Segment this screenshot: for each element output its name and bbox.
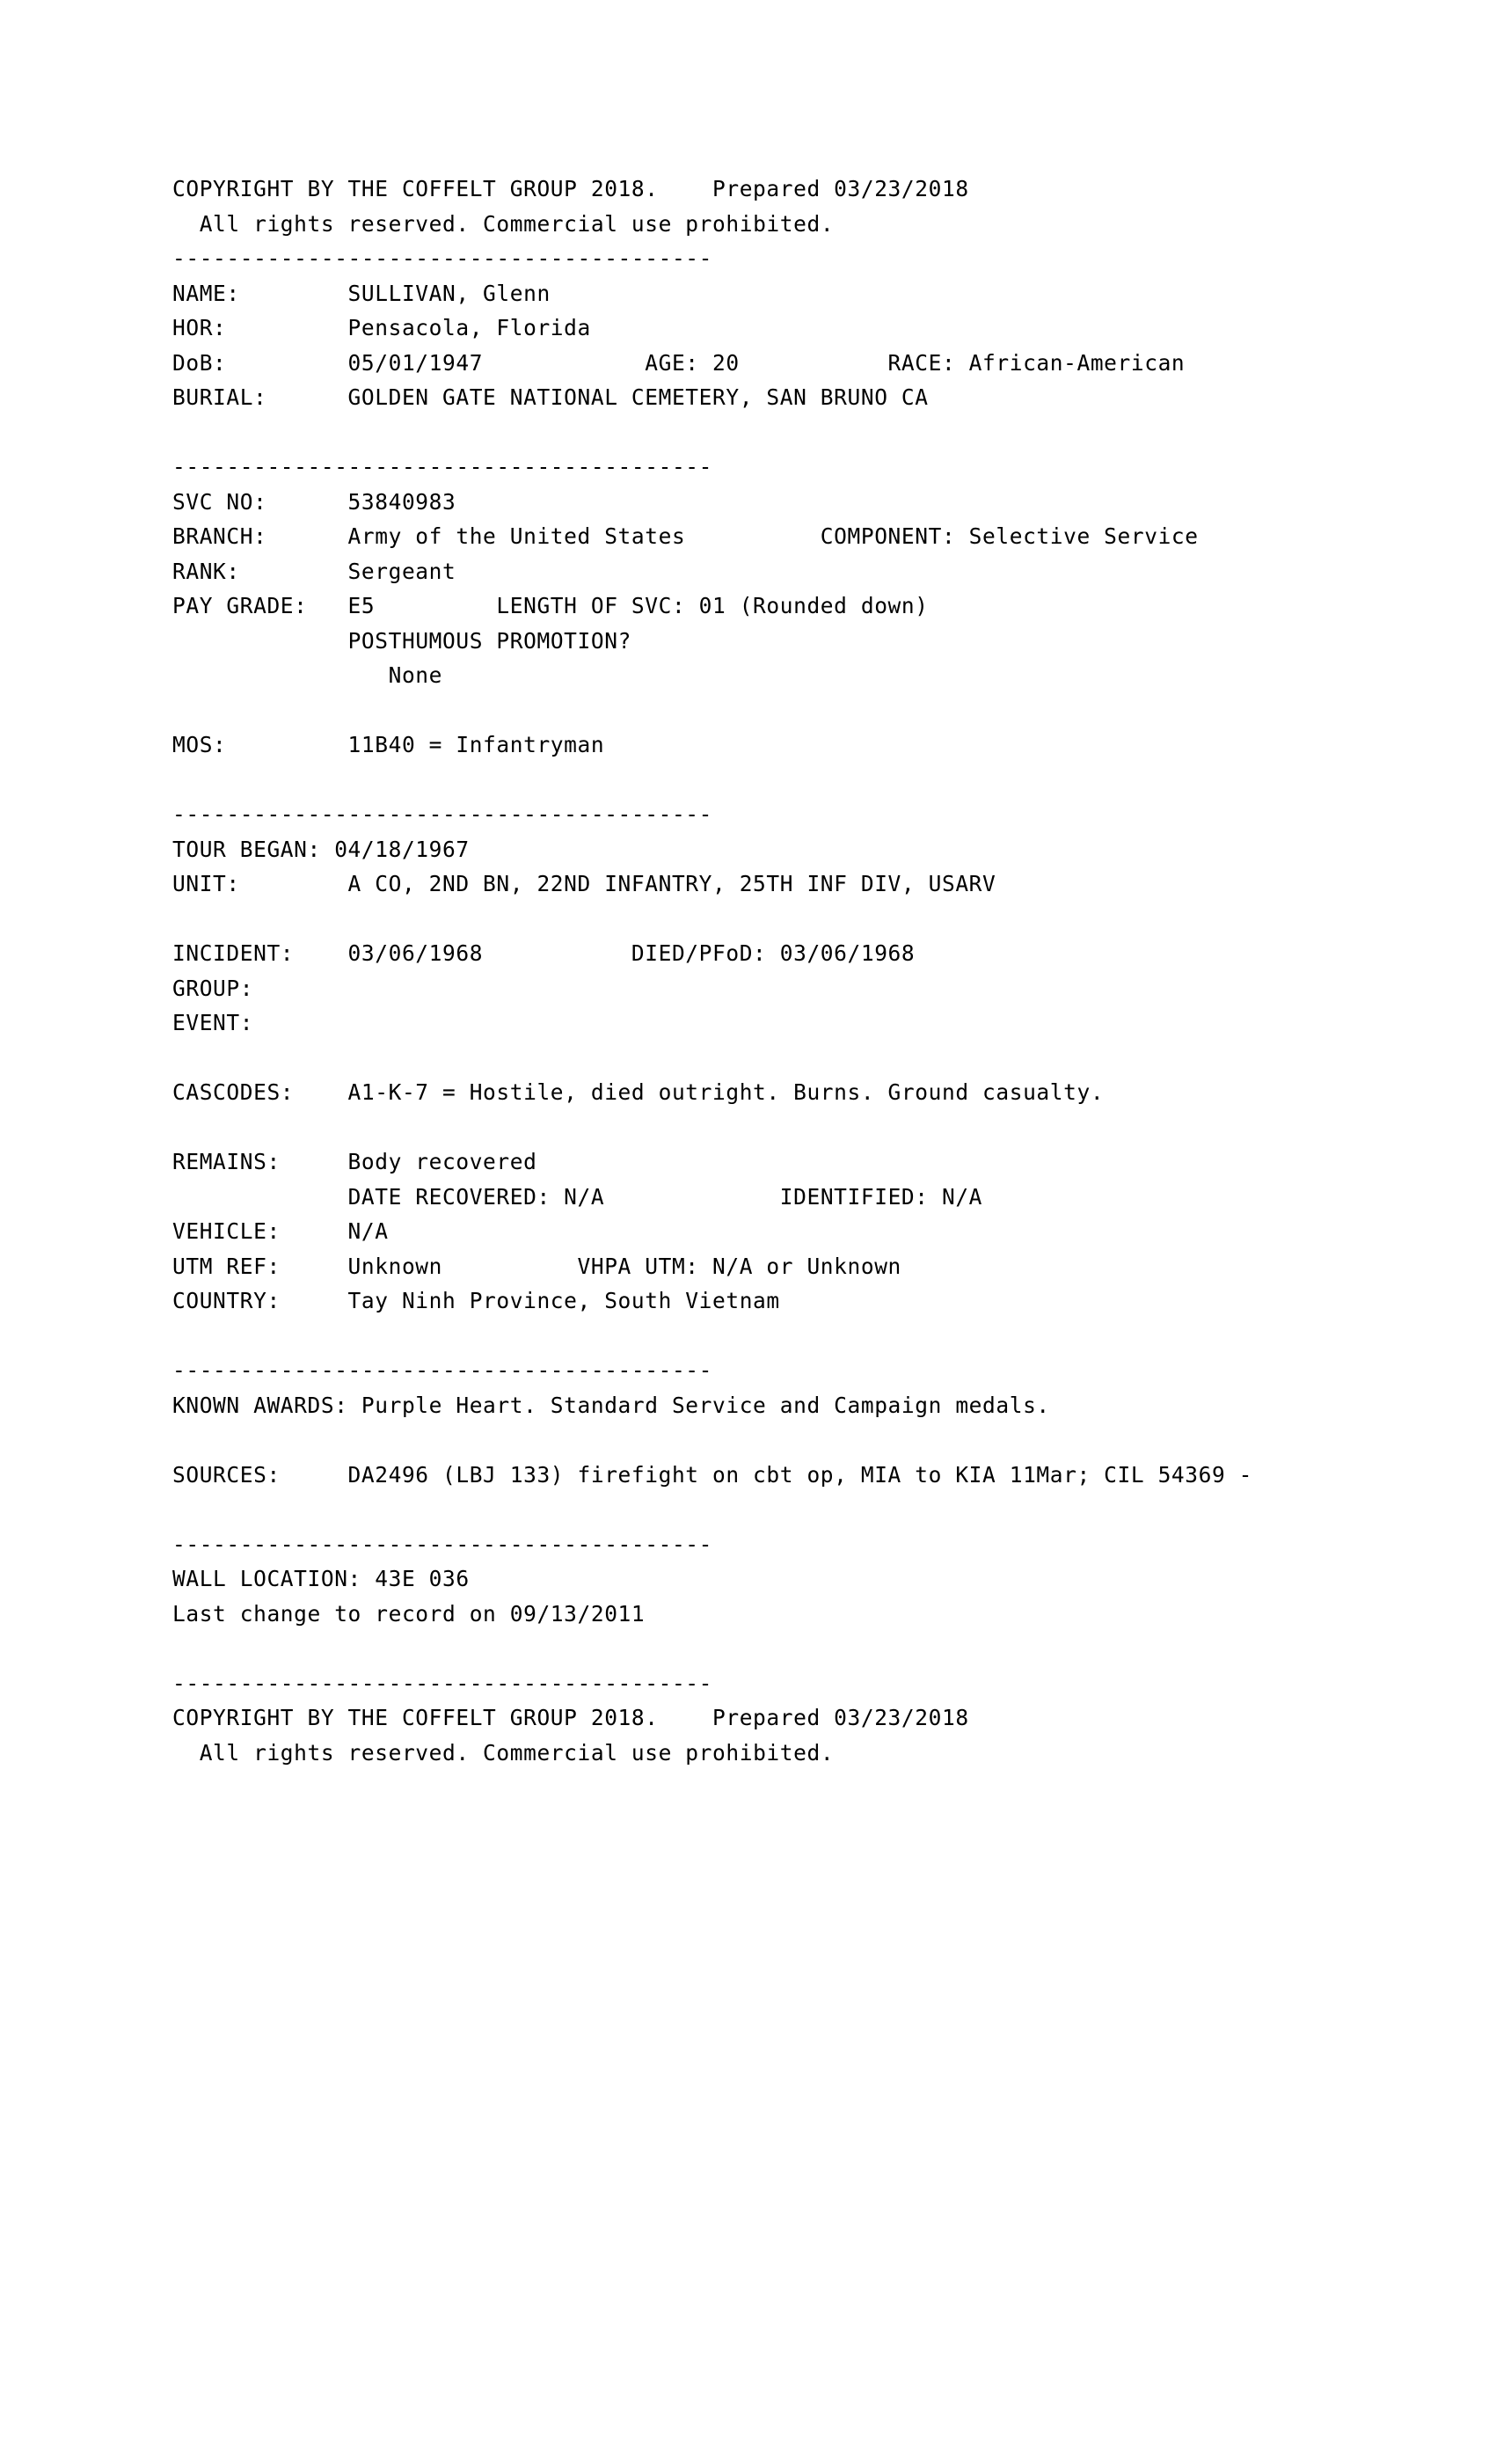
record-spacer: [172, 1492, 1351, 1527]
record-line: COPYRIGHT BY THE COFFELT GROUP 2018. Prepared 03/23/2018: [172, 176, 969, 201]
record-line: HOR: Pensacola, Florida: [172, 315, 591, 340]
casualty-record-text: [172, 172, 1351, 1770]
record-line: Last change to record on 09/13/2011: [172, 1600, 646, 1627]
record-line: GROUP:: [172, 975, 254, 1001]
record-line: POSTHUMOUS PROMOTION?: [172, 627, 631, 654]
record-line: TOUR BEGAN: 04/18/1967: [172, 836, 470, 862]
record-line: COPYRIGHT BY THE COFFELT GROUP 2018. Prepared 03/23/2018: [172, 1705, 969, 1730]
record-line: KNOWN AWARDS: Purple Heart. Standard Service and Campaign medals.: [172, 1392, 1050, 1418]
record-line: BURIAL: GOLDEN GATE NATIONAL CEMETERY, SAN BRUNO CA: [172, 384, 929, 410]
record-line: MOS: 11B40 = Infantryman: [172, 732, 605, 757]
record-line: UNIT: A CO, 2ND BN, 22ND INFANTRY, 25TH INF DIV, USARV: [172, 871, 996, 896]
record-line: ----------------------------------------: [172, 1670, 713, 1696]
record-line: VEHICLE: N/A: [172, 1218, 389, 1244]
record-spacer: [172, 763, 1351, 798]
record-line: ----------------------------------------: [172, 454, 713, 479]
record-line: CASCODES: A1-K-7 = Hostile, died outright. Burns. Ground casualty.: [172, 1079, 1105, 1105]
record-spacer: [172, 1319, 1351, 1354]
record-spacer: [172, 1631, 1351, 1666]
record-spacer: [172, 1422, 1351, 1458]
record-line: None: [172, 662, 443, 688]
record-line: ----------------------------------------: [172, 801, 713, 827]
record-line: SVC NO: 53840983: [172, 488, 456, 515]
record-spacer: [172, 415, 1351, 450]
record-line: INCIDENT: 03/06/1968 DIED/PFoD: 03/06/1968: [172, 940, 916, 966]
record-spacer: [172, 902, 1351, 937]
record-line: REMAINS: Body recovered: [172, 1149, 537, 1174]
record-line: WALL LOCATION: 43E 036: [172, 1566, 470, 1591]
record-line: NAME: SULLIVAN, Glenn: [172, 280, 551, 306]
record-line: BRANCH: Army of the United States COMPONENT: Selective Service: [172, 523, 1199, 549]
record-line: UTM REF: Unknown VHPA UTM: N/A or Unknown: [172, 1253, 901, 1279]
record-line: All rights reserved. Commercial use prohibited.: [172, 210, 835, 237]
record-line: PAY GRADE: E5 LENGTH OF SVC: 01 (Rounded down): [172, 593, 929, 618]
record-line: COUNTRY: Tay Ninh Province, South Vietnam: [172, 1288, 780, 1313]
record-line: ----------------------------------------: [172, 1531, 713, 1557]
record-line: ----------------------------------------: [172, 1357, 713, 1383]
record-spacer: [172, 1110, 1351, 1145]
record-spacer: [172, 1041, 1351, 1076]
record-line: DATE RECOVERED: N/A IDENTIFIED: N/A: [172, 1183, 983, 1210]
record-line: EVENT:: [172, 1010, 254, 1035]
record-line: DoB: 05/01/1947 AGE: 20 RACE: African-American: [172, 349, 1186, 376]
record-line: RANK: Sergeant: [172, 558, 456, 584]
record-spacer: [172, 693, 1351, 728]
record-line: All rights reserved. Commercial use prohibited.: [172, 1739, 835, 1766]
record-line: SOURCES: DA2496 (LBJ 133) firefight on cbt op, MIA to KIA 11Mar; CIL 54369 -: [172, 1461, 1253, 1488]
record-line: ----------------------------------------: [172, 245, 713, 271]
